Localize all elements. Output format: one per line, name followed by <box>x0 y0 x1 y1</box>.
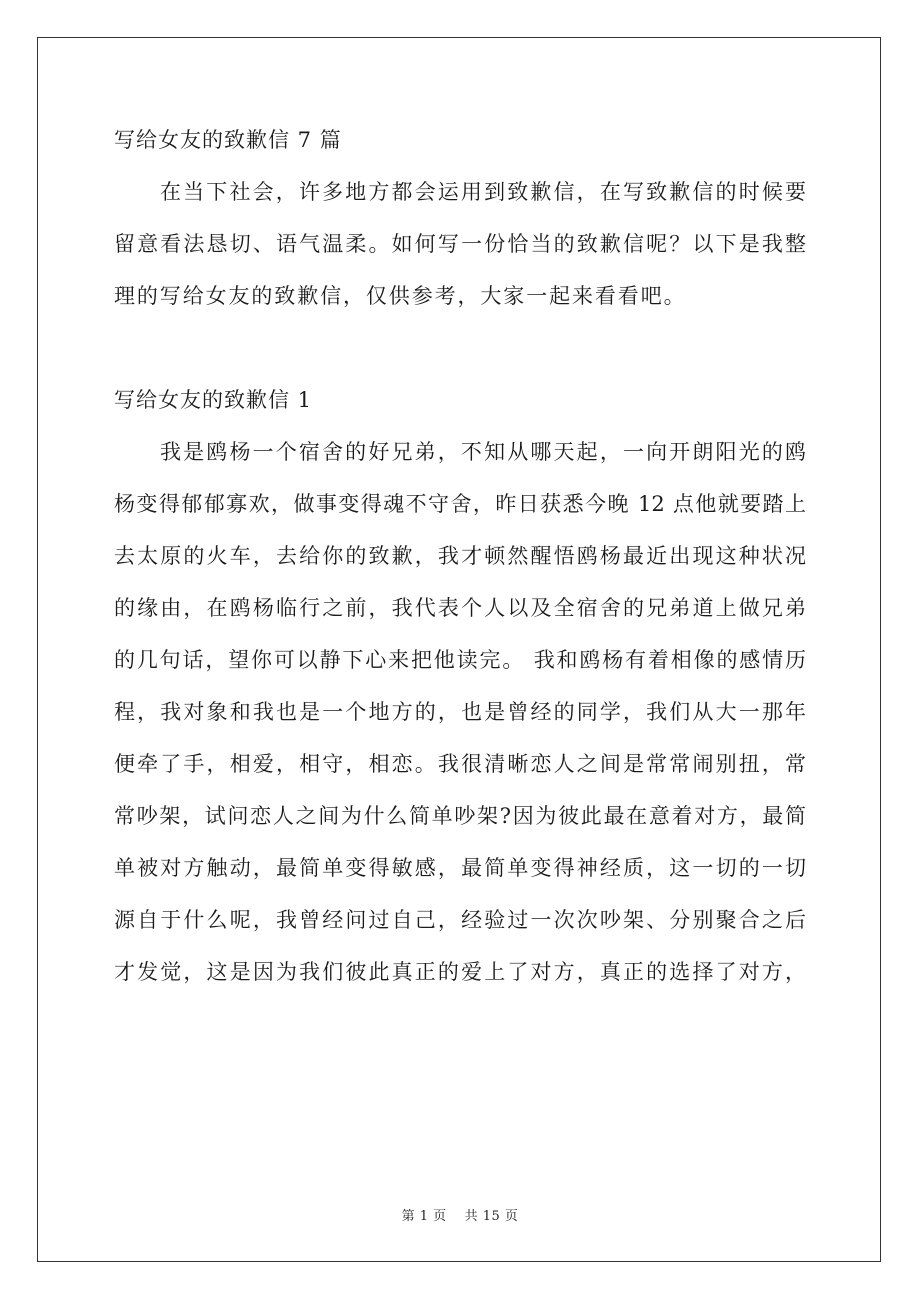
body-line: 我是鸥杨一个宿舍的好兄弟，不知从哪天起，一向开朗阳光的鸥 <box>160 440 806 464</box>
page-number-current: 第 1 页 <box>401 1209 447 1224</box>
body-line: 杨变得郁郁寡欢，做事变得魂不守舍，昨日获悉今晚 12 点他就要踏上 <box>114 492 806 516</box>
body-line: 的几句话，望你可以静下心来把他读完。 我和鸥杨有着相像的感情历 <box>114 648 806 672</box>
document-body <box>114 122 810 1006</box>
body-line: 便牵了手，相爱，相守，相恋。我很清晰恋人之间是常常闹别扭，常 <box>114 752 806 776</box>
intro-line: 在当下社会，许多地方都会运用到致歉信，在写致歉信的时候要 <box>160 180 806 204</box>
body-line: 的缘由，在鸥杨临行之前，我代表个人以及全宿舍的兄弟道上做兄弟 <box>114 596 806 620</box>
document-title: 写给女友的致歉信 7 篇 <box>114 128 342 152</box>
section-heading: 写给女友的致歉信 1 <box>114 388 313 412</box>
page-footer <box>0 1205 920 1224</box>
body-line: 程，我对象和我也是一个地方的，也是曾经的同学，我们从大一那年 <box>114 700 806 724</box>
body-line: 单被对方触动，最简单变得敏感，最简单变得神经质，这一切的一切 <box>114 856 806 880</box>
intro-line: 留意看法恳切、语气温柔。如何写一份恰当的致歉信呢？以下是我整 <box>114 232 806 256</box>
body-line: 去太原的火车，去给你的致歉，我才顿然醒悟鸥杨最近出现这种状况 <box>114 544 806 568</box>
body-line: 才发觉，这是因为我们彼此真正的爱上了对方，真正的选择了对方， <box>114 960 806 984</box>
body-line: 常吵架，试问恋人之间为什么简单吵架?因为彼此最在意着对方，最简 <box>114 804 806 828</box>
intro-line: 理的写给女友的致歉信，仅供参考，大家一起来看看吧。 <box>114 284 687 308</box>
body-line: 源自于什么呢，我曾经问过自己，经验过一次次吵架、分别聚合之后 <box>114 908 806 932</box>
page-number-total: 共 15 页 <box>464 1209 519 1224</box>
